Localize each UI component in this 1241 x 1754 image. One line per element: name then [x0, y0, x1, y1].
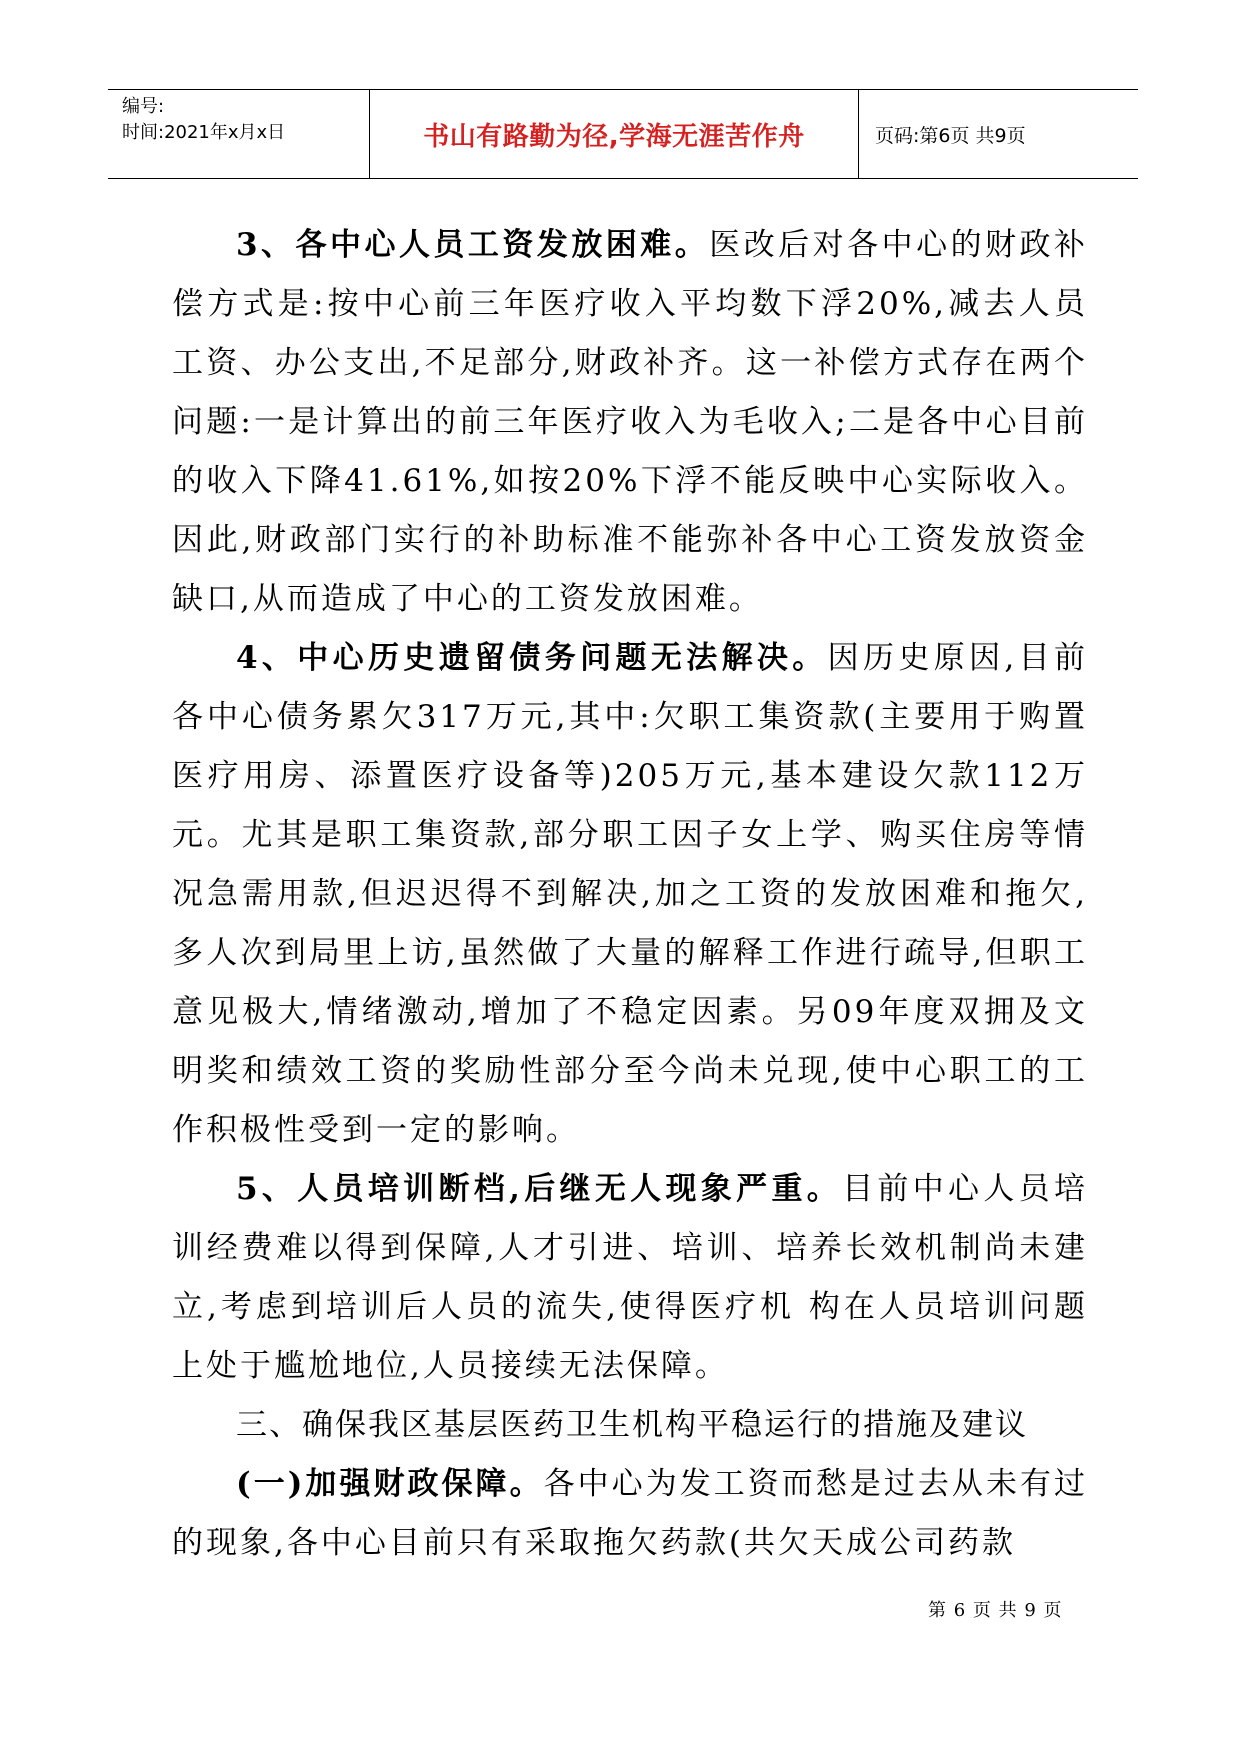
- paragraph-4: [172, 629, 1088, 1160]
- paragraph-3: [172, 216, 1088, 629]
- paragraph-5-text: 目前中心人员培训经费难以得到保障,人才引进、培训、培养长效机制尚未建立,考虑到培训后人员的流失,使得医疗机 构在人员培训问题上处于尴尬地位,人员接续无法保障。: [172, 1171, 1088, 1384]
- paragraph-4-text: 因历史原因,目前各中心债务累欠317万元,其中:欠职工集资款(主要用于购置医疗用房、添置医疗设备等)205万元,基本建设欠款112万元。尤其是职工集资款,部分职工因子女上学、购买住房等情况急需用款,但迟迟得不到解决,加之工资的发放困难和拖欠,多人次到局里上访,虽然做了大量的解释工作进行疏导,但职工意见极大,情绪激动,增加了不稳定因素。另09年度双拥及文明奖和绩效工资的奖励性部分至今尚未兑现,使中心职工的工作积极性受到一定的影响。: [172, 640, 1088, 1148]
- paragraph-4-heading: 4、中心历史遗留债务问题无法解决。: [236, 640, 828, 676]
- page-footer: 第 6 页 共 9 页: [928, 1600, 1063, 1621]
- header-meta: [108, 90, 370, 178]
- header-page-info: 页码:第6页 共9页: [875, 124, 1026, 147]
- paragraph-3-text: 医改后对各中心的财政补偿方式是:按中心前三年医疗收入平均数下浮20%,减去人员工资、办公支出,不足部分,财政补齐。这一补偿方式存在两个问题:一是计算出的前三年医疗收入为毛收入;二是各中心目前的收入下降41.61%,如按20%下浮不能反映中心实际收入。因此,财政部门实行的补助标准不能弥补各中心工资发放资金缺口,从而造成了中心的工资发放困难。: [172, 227, 1088, 617]
- document-time-label: 时间:2021年x月x日: [122, 122, 286, 143]
- paragraph-5: [172, 1160, 1088, 1396]
- paragraph-measures-1-text: 各中心为发工资而愁是过去从未有过的现象,各中心目前只有采取拖欠药款(共欠天成公司药款: [172, 1466, 1089, 1561]
- paragraph-measures-1: [172, 1455, 1088, 1573]
- document-body: [172, 216, 1088, 1573]
- document-number-label: 编号:: [122, 96, 165, 117]
- header-motto: 书山有路勤为径,学海无涯苦作舟: [370, 90, 859, 178]
- paragraph-measures-1-heading: (一)加强财政保障。: [236, 1466, 544, 1502]
- paragraph-3-heading: 3、各中心人员工资发放困难。: [236, 227, 710, 263]
- paragraph-5-heading: 5、人员培训断档,后继无人现象严重。: [236, 1171, 843, 1207]
- page-header: [108, 89, 1138, 179]
- section-heading: 三、确保我区基层医药卫生机构平稳运行的措施及建议: [236, 1407, 1028, 1443]
